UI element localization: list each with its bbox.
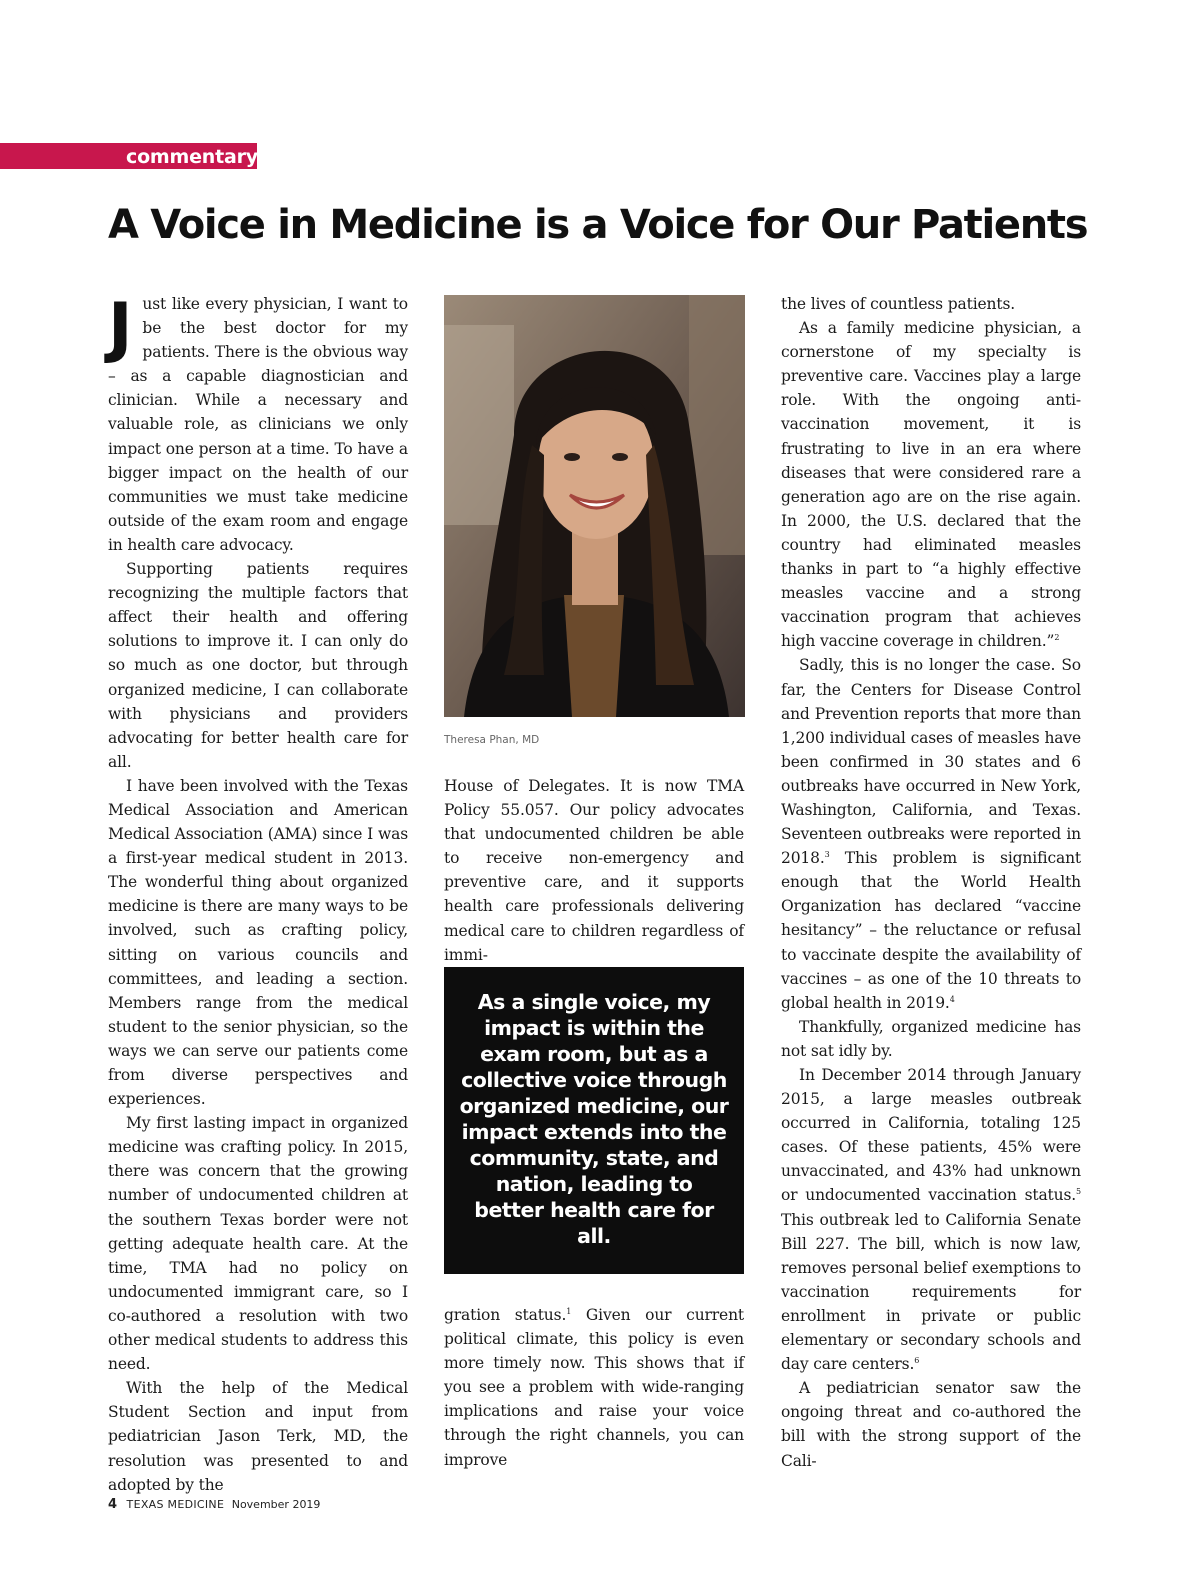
footnote-ref-5: 5: [1076, 1187, 1081, 1197]
footnote-ref-2: 2: [1054, 633, 1060, 643]
paragraph-10: [781, 653, 1081, 1014]
paragraph-10-rest: This problem is significant enough that the World Health Organization has declared “vaccine hesitancy” – the reluctance or refusal to vaccinate despite the availability of vaccines – as one of the 10 threats to global health in 2019.: [781, 849, 1081, 1012]
magazine-name: TEXAS MEDICINE: [126, 1498, 225, 1511]
paragraph-1-text: ust like every physician, I want to be the best doctor for my patients. There is the obvious way – as a capable diagnostician and clinician. While a necessary and valuable role, as clinicians we only impact one person at a time. To have a bigger impact on the health of our communities we must take medicine outside of the exam room and engage in health care advocacy.: [108, 295, 408, 554]
paragraph-12: [781, 1063, 1081, 1376]
paragraph-1: [108, 289, 408, 557]
paragraph-5: With the help of the Medical Student Section and input from pediatrician Jason Terk, MD, the resolution was presented to and adopted by the: [108, 1379, 408, 1494]
paragraph-12-text: In December 2014 through January 2015, a large measles outbreak occurred in California, totaling 125 cases. Of these patients, 45% were unvaccinated, and 43% had unknown or undocumented vaccination status.: [781, 1066, 1081, 1205]
paragraph-7-text: gration status.: [444, 1306, 567, 1324]
paragraph-12-rest: This outbreak led to California Senate Bill 227. The bill, which is now law, removes personal belief exemptions to vaccination requirements for enrollment in private or public elementary or secondary schools and day care centers.: [781, 1210, 1081, 1374]
paragraph-7: [444, 1303, 744, 1472]
column-2-top: [444, 774, 744, 967]
paragraph-11: Thankfully, organized medicine has not sat idly by.: [781, 1017, 1081, 1060]
article-headline: A Voice in Medicine is a Voice for Our Patients: [108, 202, 1088, 248]
issue-date: November 2019: [231, 1498, 321, 1511]
drop-cap: J: [108, 289, 133, 366]
paragraph-8: the lives of countless patients.: [781, 295, 1016, 313]
paragraph-2: Supporting patients requires recognizing the multiple factors that affect their health and offering solutions to improve it. I can only do so much as one doctor, but through organized medicine, I can collaborate with physicians and providers advocating for better health care for all.: [108, 560, 408, 771]
column-3: [781, 292, 1081, 1473]
footnote-ref-4: 4: [949, 994, 955, 1004]
pull-quote: As a single voice, my impact is within the exam room, but as a collective voice through organized medicine, our impact extends into the community, state, and nation, leading to better health care for all.: [444, 967, 744, 1274]
footnote-ref-1: 1: [566, 1306, 572, 1316]
paragraph-4: My first lasting impact in organized medicine was crafting policy. In 2015, there was concern that the growing number of undocumented children at the southern Texas border were not getting adequate health care. At the time, TMA had no policy on undocumented immigrant care, so I co-authored a resolution with two other medical students to address this need.: [108, 1114, 408, 1374]
paragraph-6: House of Delegates. It is now TMA Policy 55.057. Our policy advocates that undocumented children be able to receive non-emergency and preventive care, and it supports health care professionals delivering medical care to children regardless of immi-: [444, 777, 744, 964]
author-photo: [444, 295, 745, 717]
photo-caption: Theresa Phan, MD: [444, 734, 540, 746]
page-footer: [108, 1497, 320, 1512]
section-label: commentary: [126, 146, 258, 168]
paragraph-3: I have been involved with the Texas Medical Association and American Medical Association (AMA) since I was a first-year medical student in 2013. The wonderful thing about organized medicine is there are many ways to be involved, such as crafting policy, sitting on various councils and committees, and leading a section. Members range from the medical student to the senior physician, so the ways we can serve our patients come from diverse perspectives and experiences.: [108, 776, 408, 1109]
footnote-ref-3: 3: [824, 850, 830, 859]
paragraph-9: [781, 316, 1081, 653]
paragraph-13: A pediatrician senator saw the ongoing threat and co-authored the bill with the strong support of the Cali-: [781, 1379, 1081, 1470]
footnote-ref-6: 6: [914, 1355, 920, 1365]
paragraph-10-text: Sadly, this is no longer the case. So far, the Centers for Disease Control and Prevention reports that more than 1,200 individual cases of measles have been confirmed in 30 states and 6 outbreaks have occurred in New York, Washington, California, and Texas. Seventeen outbreaks were reported in 2018.: [781, 656, 1081, 868]
page-number: 4: [108, 1497, 118, 1512]
column-2-bottom: [444, 1303, 744, 1472]
column-1: [108, 289, 408, 1497]
paragraph-9-text: As a family medicine physician, a cornerstone of my specialty is preventive care. Vaccines play a large role. With the ongoing anti-vaccination movement, it is frustrating to live in an era where diseases that were considered rare a generation ago are on the rise again. In 2000, the U.S. declared that the country had eliminated measles thanks in part to “a highly effective measles vaccine and a strong vaccination program that achieves high vaccine coverage in children.”: [781, 319, 1081, 651]
paragraph-7-rest: Given our current political climate, this policy is even more timely now. This shows that if you see a problem with wide-ranging implications and raise your voice through the right channels, you can improve: [444, 1306, 744, 1469]
portrait-illustration: [444, 295, 745, 717]
